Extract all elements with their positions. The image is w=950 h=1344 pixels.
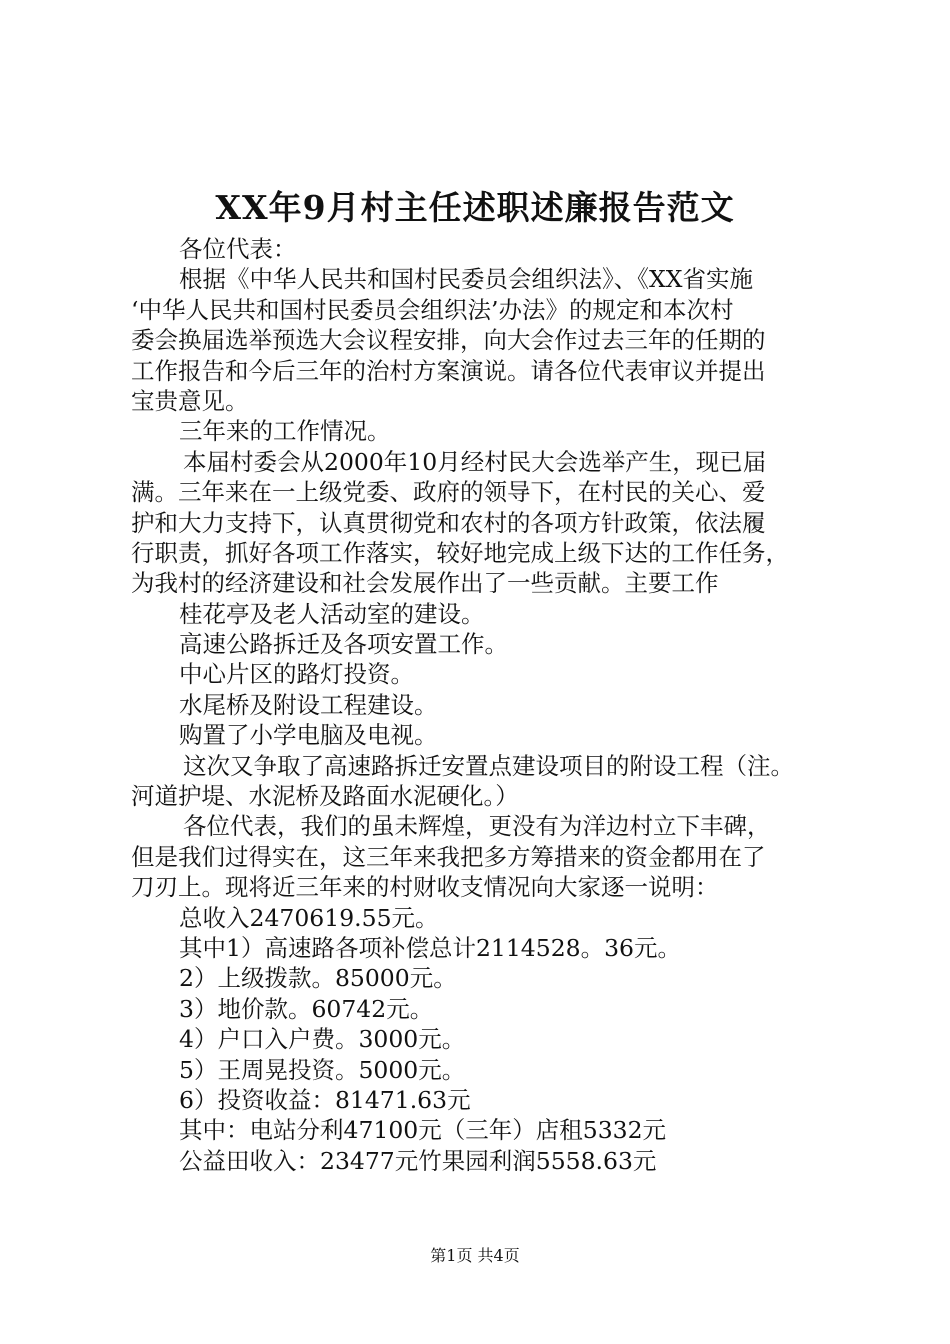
finance-line: 其中：电站分利47100元（三年）店租5332元: [179, 1116, 667, 1145]
paragraph-line: 根据《中华人民共和国村民委员会组织法》、《XX省实施: [179, 265, 753, 294]
list-item: 中心片区的路灯投资。: [179, 660, 414, 689]
list-item: 水尾桥及附设工程建设。: [179, 690, 438, 719]
document-title: XX年9月村主任述职述廉报告范文: [215, 188, 735, 227]
finance-line: 2）上级拨款。85000元。: [179, 964, 457, 993]
page-footer: 第1页 共4页: [430, 1246, 520, 1265]
finance-line: 3）地价款。60742元。: [179, 994, 434, 1023]
paragraph-line: 各位代表：: [179, 235, 297, 263]
paragraph-line: ‘中华人民共和国村民委员会组织法’办法》的规定和本次村: [131, 295, 734, 324]
paragraph-line: 三年来的工作情况。: [179, 417, 391, 446]
paragraph-line: 各位代表，我们的虽未辉煌，更没有为洋边村立下丰碑，: [183, 812, 771, 841]
finance-line: 总收入2470619.55元。: [179, 903, 439, 932]
paragraph-line: 为我村的经济建设和社会发展作出了一些贡献。主要工作: [131, 569, 719, 598]
paragraph-line: 河道护堤、水泥桥及路面水泥硬化。）: [131, 782, 519, 811]
paragraph-line: 但是我们过得实在，这三年来我把多方筹措来的资金都用在了: [131, 842, 766, 871]
paragraph-line: 满。三年来在一上级党委、政府的领导下，在村民的关心、爱: [131, 478, 766, 507]
paragraph-line: 工作报告和今后三年的治村方案演说。请各位代表审议并提出: [131, 356, 766, 385]
list-item: 高速公路拆迁及各项安置工作。: [179, 630, 508, 659]
finance-line: 公益田收入：23477元竹果园利润5558.63元: [179, 1146, 657, 1175]
paragraph-line: 行职责，抓好各项工作落实，较好地完成上级下达的工作任务，: [131, 538, 789, 567]
finance-line: 其中1）高速路各项补偿总计2114528。36元。: [179, 933, 682, 962]
list-item: 购置了小学电脑及电视。: [179, 721, 438, 750]
document-body: [131, 234, 847, 1176]
paragraph-line: 宝贵意见。: [131, 386, 249, 415]
paragraph-line: 护和大力支持下，认真贯彻党和农村的各项方针政策，依法履: [131, 508, 766, 537]
finance-line: 5）王周晃投资。5000元。: [179, 1055, 466, 1084]
finance-line: 6）投资收益：81471.63元: [179, 1085, 471, 1114]
paragraph-line: 本届村委会从2000年10月经村民大会选举产生，现已届: [183, 447, 767, 476]
list-item: 桂花亭及老人活动室的建设。: [179, 599, 485, 628]
paragraph-line: 这次又争取了高速路拆迁安置点建设项目的附设工程（注。: [183, 751, 794, 780]
finance-line: 4）户口入户费。3000元。: [179, 1025, 466, 1054]
paragraph-line: 委会换届选举预选大会议程安排，向大会作过去三年的任期的: [131, 326, 766, 355]
paragraph-line: 刀刃上。现将近三年来的村财收支情况向大家逐一说明：: [131, 873, 719, 902]
